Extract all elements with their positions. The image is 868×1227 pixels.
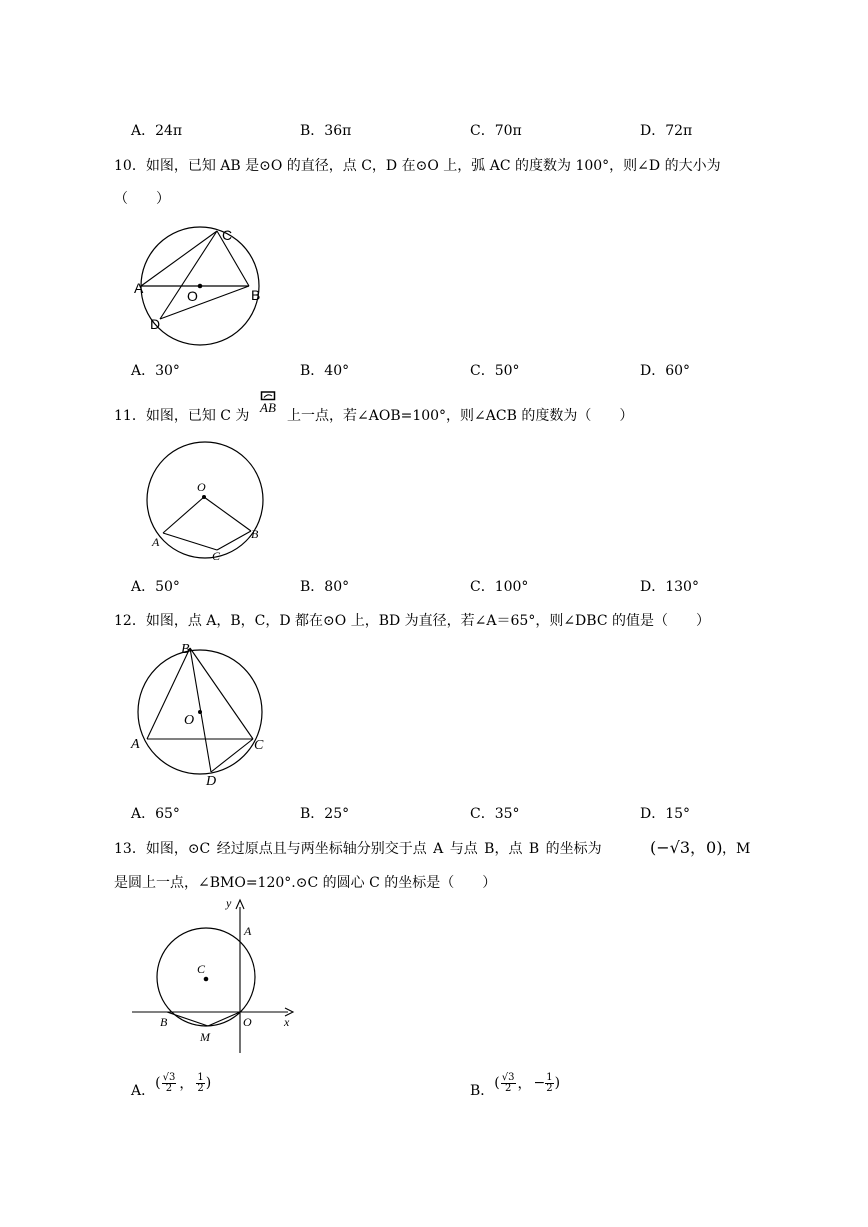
q11-label-b: B xyxy=(251,527,259,541)
q12-figure xyxy=(128,638,273,788)
q11-option-b: B．80° xyxy=(300,579,350,595)
q13-option-a-y-numerator: 1 xyxy=(197,1071,204,1083)
q12-label-d: D xyxy=(206,774,217,789)
q11-label-c: C xyxy=(212,549,221,563)
q10-chord-dc xyxy=(160,231,217,319)
q13-option-b-close-paren: ) xyxy=(554,1075,561,1091)
q12-option-c: C．35° xyxy=(470,806,520,822)
q13-option-a-y-fraction xyxy=(196,1073,204,1094)
q11-stem-prefix: 11．如图，已知 C 为 xyxy=(114,408,250,424)
q12-option-b: B．25° xyxy=(300,806,350,822)
q13-label-a: A xyxy=(244,924,252,938)
q9-option-c: C．70π xyxy=(470,123,522,139)
q11-label-a: A xyxy=(152,535,160,549)
q13-option-b-open-paren: ( xyxy=(494,1075,500,1091)
q13-coord-b: (−√3，0) xyxy=(650,838,723,857)
q12-chord-dc xyxy=(211,739,253,772)
q9-option-b: B．36π xyxy=(300,123,352,139)
q13-option-b-x-fraction xyxy=(501,1073,516,1094)
q10-option-b: B．40° xyxy=(300,363,350,379)
q12-label-a: A xyxy=(131,737,140,752)
q13-label-x: x xyxy=(284,1015,290,1029)
q13-label-m: M xyxy=(200,1030,210,1044)
q13-option-b-letter: B． xyxy=(470,1083,495,1099)
q13-figure xyxy=(130,895,300,1055)
q12-label-c: C xyxy=(254,738,264,753)
q12-label-o: O xyxy=(184,713,195,728)
q10-label-b: B xyxy=(251,287,261,303)
q10-option-d: D．60° xyxy=(640,363,691,379)
q13-option-b-y-fraction xyxy=(545,1073,553,1094)
q11-radius-ob xyxy=(204,497,251,531)
q13-option-a-x-denominator: 2 xyxy=(165,1082,173,1094)
q13-stem-line2: 是圆上一点，∠BMO=120°.⊙C 的圆心 C 的坐标是（ ） xyxy=(114,875,497,891)
q13-stem-line1-suffix: ，M xyxy=(722,841,751,857)
q10-label-a: A xyxy=(134,280,144,296)
q13-option-b-y-numerator: 1 xyxy=(546,1071,553,1083)
q11-center-dot xyxy=(202,495,206,499)
q13-option-a-open-paren: ( xyxy=(155,1075,161,1091)
q12-chord-bc xyxy=(190,648,253,739)
q10-figure xyxy=(130,225,280,340)
q13-option-a-x-fraction xyxy=(162,1073,177,1094)
q13-stem-line1-prefix: 13．如图，⊙C 经过原点且与两坐标轴分别交于点 A 与点 B，点 B 的坐标为 xyxy=(114,841,602,857)
q10-chord-db xyxy=(160,286,249,319)
q13-label-o: O xyxy=(243,1015,252,1029)
q13-option-b xyxy=(470,1066,560,1100)
q11-figure xyxy=(140,440,275,565)
q10-label-o: O xyxy=(187,288,198,304)
q13-option-a-x-numerator: √3 xyxy=(162,1071,176,1083)
q13-chord-bm xyxy=(167,1012,208,1026)
q12-option-d: D．15° xyxy=(640,806,691,822)
q11-circle xyxy=(147,442,263,558)
q13-label-c: C xyxy=(197,962,206,976)
q12-diameter-bd xyxy=(190,648,211,772)
q13-option-a-close-paren: ) xyxy=(205,1075,212,1091)
q12-stem: 12．如图，点 A，B，C，D 都在⊙O 上，BD 为直径，若∠A＝65°，则∠DBC 的值是（ ） xyxy=(114,613,710,629)
q11-option-d: D．130° xyxy=(640,579,699,595)
q9-option-d: D．72π xyxy=(640,123,693,139)
q13-option-a-comma: ， xyxy=(179,1076,194,1092)
q11-option-a: A．50° xyxy=(131,579,180,595)
q11-radius-oa xyxy=(163,497,204,533)
q13-option-b-y-denominator: 2 xyxy=(546,1082,553,1094)
q10-chord-ac xyxy=(141,231,217,286)
q13-option-b-x-denominator: 2 xyxy=(504,1082,512,1094)
q13-option-b-x-numerator: √3 xyxy=(501,1071,515,1083)
q10-stem-line2: （ ） xyxy=(114,191,170,207)
q11-arc-notation xyxy=(260,391,278,417)
q11-option-c: C．100° xyxy=(470,579,529,595)
q13-option-b-comma: ， xyxy=(517,1076,532,1092)
q10-stem-line1: 10．如图，已知 AB 是⊙O 的直径，点 C，D 在⊙O 上，弧 AC 的度数为 100°，则∠D 的大小为 xyxy=(114,158,721,174)
q13-center-dot xyxy=(204,977,209,982)
q13-label-b: B xyxy=(160,1015,168,1029)
q10-label-d: D xyxy=(150,316,161,332)
q10-option-a: A．30° xyxy=(131,363,180,379)
q12-center-dot xyxy=(198,710,202,714)
q9-option-a: A．24π xyxy=(131,123,183,139)
q10-label-c: C xyxy=(222,227,233,243)
q11-label-o: O xyxy=(197,480,206,494)
q11-arc-label: AB xyxy=(260,400,276,415)
q13-option-b-y-sign: − xyxy=(533,1075,546,1091)
q13-option-a-letter: A． xyxy=(131,1083,156,1099)
q12-label-b: B xyxy=(181,642,190,657)
q13-chord-mo xyxy=(208,1012,240,1026)
q10-center-dot xyxy=(198,284,203,289)
q12-option-a: A．65° xyxy=(131,806,180,822)
q10-option-c: C．50° xyxy=(470,363,520,379)
q13-option-a-y-denominator: 2 xyxy=(197,1082,204,1094)
q13-option-a xyxy=(131,1066,211,1100)
q11-stem-suffix: 上一点，若∠AOB=100°，则∠ACB 的度数为（ ） xyxy=(287,408,634,424)
q13-label-y: y xyxy=(226,896,232,910)
